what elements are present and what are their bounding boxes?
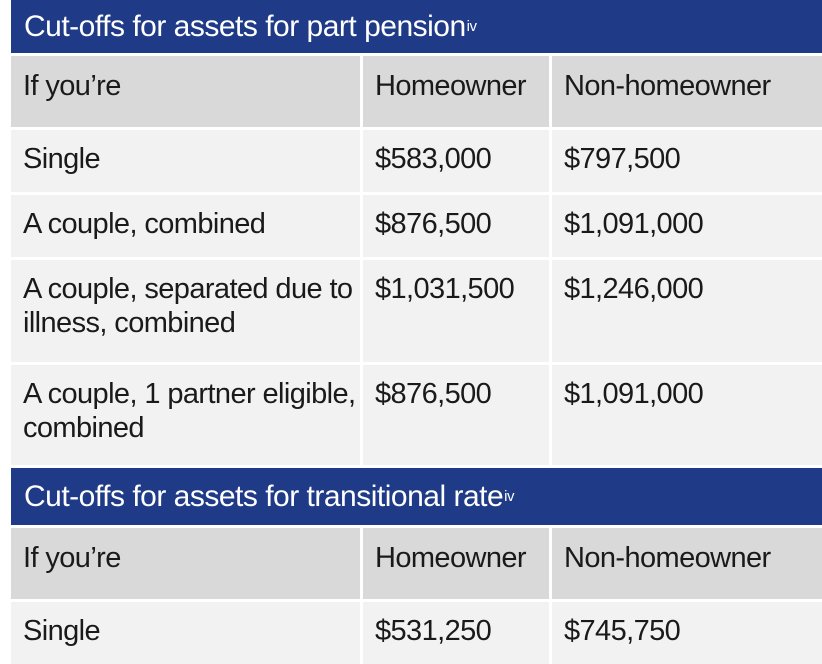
table-header-row [11,56,822,127]
column-header-homeowner: Homeowner [363,528,552,599]
table-row [11,260,822,362]
section-title-text: Cut-offs for assets for transitional rate [24,479,504,513]
table-header-row [11,528,822,599]
column-header-non-homeowner: Non-homeowner [552,56,822,127]
homeowner-value: $876,500 [363,365,552,465]
table-row [11,130,822,192]
row-label: A couple, combined [11,195,363,257]
non-homeowner-value: $745,750 [552,602,822,664]
column-header-homeowner: Homeowner [363,56,552,127]
row-label: Single [11,602,363,664]
row-label: Single [11,130,363,192]
homeowner-value: $531,250 [363,602,552,664]
column-header-if-youre: If you’re [11,528,363,599]
row-label: A couple, separated due to illness, combined [11,260,363,362]
homeowner-value: $1,031,500 [363,260,552,362]
table-row [11,365,822,465]
non-homeowner-value: $1,091,000 [552,195,822,257]
section-title-text: Cut-offs for assets for part pension [24,9,466,43]
homeowner-value: $876,500 [363,195,552,257]
table-row [11,602,822,664]
column-header-if-youre: If you’re [11,56,363,127]
homeowner-value: $583,000 [363,130,552,192]
section-title-part-pension: Cut-offs for assets for part pension iv [11,0,822,53]
section-title-transitional-rate: Cut-offs for assets for transitional rate iv [11,468,822,525]
non-homeowner-value: $797,500 [552,130,822,192]
table-row [11,195,822,257]
non-homeowner-value: $1,091,000 [552,365,822,465]
column-header-non-homeowner: Non-homeowner [552,528,822,599]
non-homeowner-value: $1,246,000 [552,260,822,362]
row-label: A couple, 1 partner eligible, combined [11,365,363,465]
